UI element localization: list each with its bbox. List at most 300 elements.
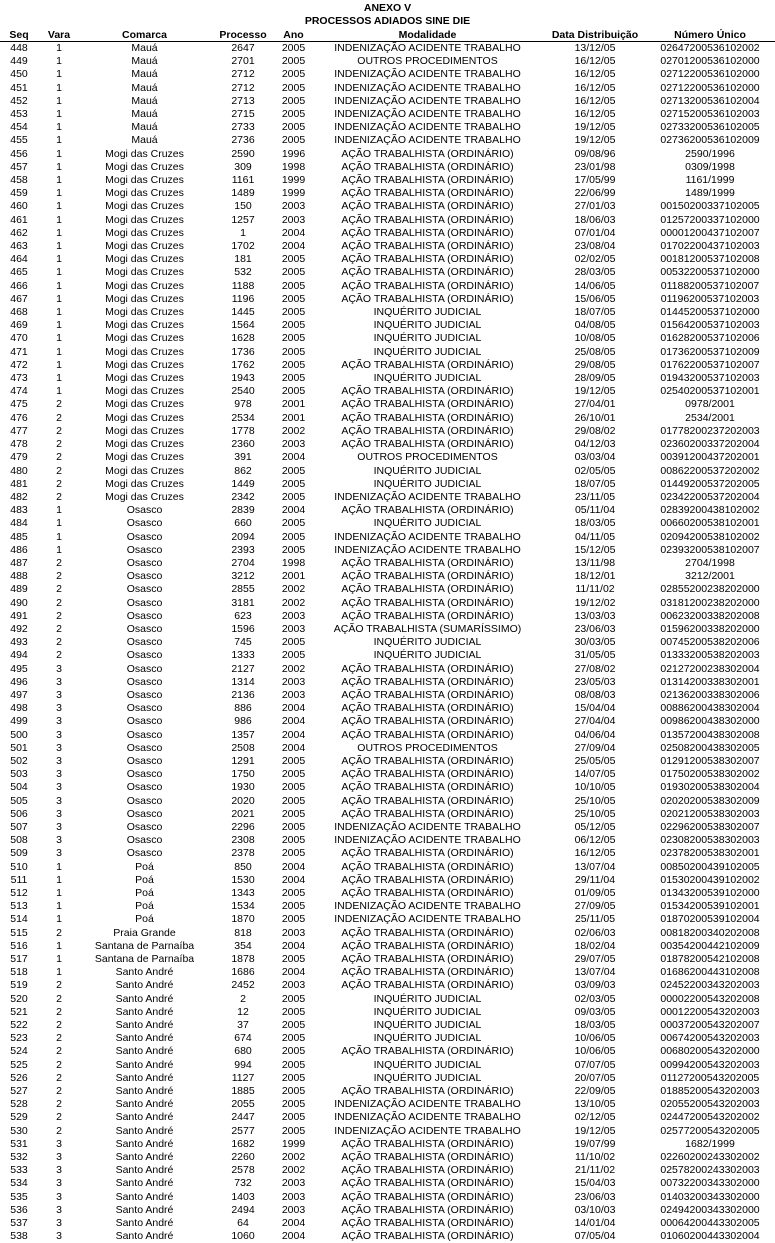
cell-modalidade: AÇÃO TRABALHISTA (ORDINÁRIO)	[341, 556, 514, 569]
cell-ano: 2005	[281, 636, 306, 649]
cell-modalidade: AÇÃO TRABALHISTA (ORDINÁRIO)	[341, 1230, 514, 1243]
cell-data-distribuicao: 25/08/05	[574, 345, 616, 358]
cell-seq: 500	[10, 728, 28, 741]
cell-data-distribuicao: 16/12/05	[574, 55, 616, 68]
cell-data-distribuicao: 27/01/03	[574, 200, 616, 213]
cell-comarca: Santo André	[115, 1124, 174, 1137]
cell-ano: 2005	[281, 68, 306, 81]
cell-seq: 454	[10, 121, 28, 134]
cell-processo: 2393	[231, 543, 255, 556]
table-row	[0, 451, 775, 464]
cell-modalidade: AÇÃO TRABALHISTA (ORDINÁRIO)	[341, 174, 514, 187]
cell-ano: 2005	[281, 1032, 306, 1045]
cell-vara: 3	[56, 781, 62, 794]
cell-ano: 2003	[281, 675, 306, 688]
table-row	[0, 689, 775, 702]
cell-processo: 1161	[231, 174, 255, 187]
cell-vara: 1	[56, 939, 62, 952]
cell-numero-unico: 01628200537102006	[660, 332, 760, 345]
cell-ano: 2005	[281, 490, 306, 503]
cell-comarca: Osasco	[126, 741, 163, 754]
cell-ano: 2005	[281, 279, 306, 292]
table-header-row	[0, 29, 775, 42]
table-row	[0, 755, 775, 768]
cell-numero-unico: 0309/1998	[685, 160, 735, 173]
cell-seq: 501	[10, 741, 28, 754]
cell-vara: 1	[56, 358, 62, 371]
cell-numero-unico: 01314200338302001	[660, 675, 760, 688]
cell-vara: 2	[56, 398, 62, 411]
cell-processo: 2712	[231, 68, 255, 81]
cell-modalidade: AÇÃO TRABALHISTA (ORDINÁRIO)	[341, 1045, 514, 1058]
cell-comarca: Mauá	[131, 42, 158, 54]
cell-numero-unico: 01750200538302002	[660, 768, 760, 781]
cell-seq: 524	[10, 1045, 28, 1058]
cell-data-distribuicao: 19/12/05	[574, 134, 616, 147]
cell-seq: 471	[10, 345, 28, 358]
cell-numero-unico: 01357200438302008	[660, 728, 760, 741]
cell-ano: 2005	[281, 794, 306, 807]
table-row	[0, 385, 775, 398]
cell-ano: 2003	[281, 688, 306, 701]
cell-comarca: Mogi das Cruzes	[105, 253, 184, 266]
table-row	[0, 161, 775, 174]
cell-data-distribuicao: 23/01/98	[574, 160, 616, 173]
cell-data-distribuicao: 23/06/03	[574, 622, 616, 635]
cell-data-distribuicao: 29/08/02	[574, 424, 616, 437]
cell-numero-unico: 02540200537102001	[660, 385, 760, 398]
table-row	[0, 42, 775, 56]
cell-data-distribuicao: 31/05/05	[574, 649, 616, 662]
cell-comarca: Santo André	[115, 966, 174, 979]
cell-modalidade: INDENIZAÇÃO ACIDENTE TRABALHO	[334, 81, 521, 94]
cell-data-distribuicao: 11/10/02	[574, 1151, 616, 1164]
cell-vara: 1	[56, 226, 62, 239]
cell-numero-unico: 02055200543202003	[660, 1098, 760, 1111]
cell-comarca: Osasco	[126, 504, 163, 517]
cell-numero-unico: 02715200536102003	[660, 108, 760, 121]
cell-data-distribuicao: 18/06/03	[574, 213, 616, 226]
cell-comarca: Osasco	[126, 794, 163, 807]
cell-comarca: Mogi das Cruzes	[105, 345, 184, 358]
cell-numero-unico: 0978/2001	[685, 398, 735, 411]
cell-numero-unico: 00354200442102009	[660, 939, 760, 952]
cell-seq: 534	[10, 1177, 28, 1190]
cell-comarca: Mogi das Cruzes	[105, 279, 184, 292]
table-row	[0, 491, 775, 504]
cell-seq: 470	[10, 332, 28, 345]
table-row	[0, 95, 775, 108]
cell-numero-unico: 02713200536102004	[660, 94, 760, 107]
cell-comarca: Osasco	[126, 609, 163, 622]
cell-seq: 519	[10, 979, 28, 992]
cell-modalidade: INDENIZAÇÃO ACIDENTE TRABALHO	[334, 134, 521, 147]
cell-modalidade: AÇÃO TRABALHISTA (ORDINÁRIO)	[341, 860, 514, 873]
cell-seq: 523	[10, 1032, 28, 1045]
cell-data-distribuicao: 09/03/05	[574, 1005, 616, 1018]
cell-processo: 2452	[231, 979, 255, 992]
cell-ano: 2005	[281, 1085, 306, 1098]
cell-vara: 3	[56, 1137, 62, 1150]
table-row	[0, 240, 775, 253]
cell-ano: 2005	[281, 1019, 306, 1032]
cell-comarca: Osasco	[126, 688, 163, 701]
cell-vara: 1	[56, 504, 62, 517]
table-row	[0, 742, 775, 755]
cell-numero-unico: 00674200543202003	[660, 1032, 760, 1045]
cell-modalidade: INQUÉRITO JUDICIAL	[373, 992, 482, 1005]
cell-comarca: Mogi das Cruzes	[105, 174, 184, 187]
table-row	[0, 1230, 775, 1243]
cell-comarca: Osasco	[126, 768, 163, 781]
cell-modalidade: INQUÉRITO JUDICIAL	[373, 649, 482, 662]
cell-modalidade: AÇÃO TRABALHISTA (ORDINÁRIO)	[341, 596, 514, 609]
cell-processo: 2578	[231, 1164, 255, 1177]
cell-comarca: Praia Grande	[113, 926, 176, 939]
cell-modalidade: INQUÉRITO JUDICIAL	[373, 1071, 482, 1084]
cell-vara: 3	[56, 675, 62, 688]
cell-data-distribuicao: 14/06/05	[574, 279, 616, 292]
cell-comarca: Osasco	[126, 754, 163, 767]
cell-ano: 2003	[281, 1177, 306, 1190]
cell-data-distribuicao: 23/06/03	[574, 1190, 616, 1203]
cell-ano: 2004	[281, 860, 306, 873]
cell-seq: 483	[10, 504, 28, 517]
cell-numero-unico: 00732200343302000	[660, 1177, 760, 1190]
cell-data-distribuicao: 22/09/05	[574, 1085, 616, 1098]
cell-seq: 469	[10, 319, 28, 332]
cell-modalidade: AÇÃO TRABALHISTA (ORDINÁRIO)	[341, 504, 514, 517]
cell-comarca: Santo André	[115, 1203, 174, 1216]
cell-vara: 1	[56, 147, 62, 160]
table-row	[0, 913, 775, 926]
cell-ano: 2005	[281, 781, 306, 794]
cell-seq: 452	[10, 94, 28, 107]
cell-numero-unico: 01596200338202000	[660, 622, 760, 635]
cell-vara: 2	[56, 556, 62, 569]
cell-seq: 528	[10, 1098, 28, 1111]
cell-vara: 3	[56, 1151, 62, 1164]
cell-vara: 1	[56, 108, 62, 121]
cell-data-distribuicao: 03/03/04	[574, 451, 616, 464]
cell-numero-unico: 02452200343202003	[660, 979, 760, 992]
cell-seq: 514	[10, 913, 28, 926]
cell-vara: 2	[56, 1098, 62, 1111]
cell-seq: 464	[10, 253, 28, 266]
cell-vara: 1	[56, 306, 62, 319]
table-row	[0, 887, 775, 900]
cell-vara: 3	[56, 1164, 62, 1177]
cell-ano: 2001	[281, 398, 306, 411]
cell-processo: 1357	[231, 728, 255, 741]
cell-vara: 2	[56, 424, 62, 437]
cell-modalidade: AÇÃO TRABALHISTA (ORDINÁRIO)	[341, 1217, 514, 1230]
cell-processo: 2540	[231, 385, 255, 398]
cell-ano: 1999	[281, 187, 306, 200]
cell-data-distribuicao: 23/08/04	[574, 240, 616, 253]
cell-processo: 1878	[231, 953, 255, 966]
cell-comarca: Mogi das Cruzes	[105, 187, 184, 200]
cell-modalidade: AÇÃO TRABALHISTA (ORDINÁRIO)	[341, 358, 514, 371]
cell-numero-unico: 01686200443102008	[660, 966, 760, 979]
cell-processo: 1943	[231, 372, 255, 385]
cell-vara: 3	[56, 807, 62, 820]
cell-comarca: Osasco	[126, 649, 163, 662]
cell-processo: 1534	[231, 900, 255, 913]
cell-processo: 660	[234, 517, 252, 530]
cell-comarca: Mogi das Cruzes	[105, 200, 184, 213]
cell-numero-unico: 01943200537102003	[660, 372, 760, 385]
cell-seq: 449	[10, 55, 28, 68]
cell-modalidade: INQUÉRITO JUDICIAL	[373, 1058, 482, 1071]
cell-modalidade: INDENIZAÇÃO ACIDENTE TRABALHO	[334, 900, 521, 913]
cell-vara: 1	[56, 253, 62, 266]
cell-vara: 1	[56, 81, 62, 94]
cell-processo: 1702	[231, 240, 255, 253]
cell-data-distribuicao: 28/09/05	[574, 372, 616, 385]
table-row	[0, 597, 775, 610]
cell-ano: 2002	[281, 583, 306, 596]
header-comarca: Comarca	[80, 29, 209, 42]
table-row	[0, 1072, 775, 1085]
cell-comarca: Osasco	[126, 583, 163, 596]
cell-processo: 2308	[231, 834, 255, 847]
cell-data-distribuicao: 05/11/04	[574, 504, 616, 517]
cell-processo: 1196	[231, 292, 255, 305]
cell-data-distribuicao: 11/11/02	[575, 583, 615, 596]
cell-modalidade: AÇÃO TRABALHISTA (ORDINÁRIO)	[341, 847, 514, 860]
cell-data-distribuicao: 27/08/02	[574, 662, 616, 675]
cell-data-distribuicao: 03/10/03	[574, 1203, 616, 1216]
cell-seq: 507	[10, 820, 28, 833]
cell-comarca: Santo André	[115, 1085, 174, 1098]
cell-vara: 2	[56, 477, 62, 490]
cell-vara: 1	[56, 517, 62, 530]
cell-modalidade: AÇÃO TRABALHISTA (ORDINÁRIO)	[341, 702, 514, 715]
cell-numero-unico: 02494200343302000	[660, 1203, 760, 1216]
cell-numero-unico: 01445200537102000	[660, 306, 760, 319]
table-row	[0, 1045, 775, 1058]
cell-numero-unico: 2704/1998	[685, 556, 735, 569]
cell-ano: 2005	[281, 1005, 306, 1018]
cell-modalidade: AÇÃO TRABALHISTA (ORDINÁRIO)	[341, 398, 514, 411]
cell-data-distribuicao: 29/08/05	[574, 358, 616, 371]
table-row	[0, 134, 775, 147]
cell-vara: 1	[56, 240, 62, 253]
cell-modalidade: AÇÃO TRABALHISTA (ORDINÁRIO)	[341, 807, 514, 820]
cell-vara: 3	[56, 794, 62, 807]
cell-modalidade: AÇÃO TRABALHISTA (ORDINÁRIO)	[341, 1203, 514, 1216]
table-row	[0, 68, 775, 81]
cell-comarca: Santo André	[115, 1071, 174, 1084]
cell-vara: 3	[56, 820, 62, 833]
cell-ano: 2005	[281, 754, 306, 767]
table-row	[0, 861, 775, 874]
cell-comarca: Mogi das Cruzes	[105, 147, 184, 160]
cell-vara: 2	[56, 1019, 62, 1032]
cell-processo: 2127	[231, 662, 255, 675]
cell-ano: 2005	[281, 1045, 306, 1058]
cell-numero-unico: 01564200537102003	[660, 319, 760, 332]
cell-comarca: Mogi das Cruzes	[105, 411, 184, 424]
cell-numero-unico: 02578200243302003	[660, 1164, 760, 1177]
cell-seq: 458	[10, 174, 28, 187]
cell-comarca: Poá	[135, 860, 154, 873]
cell-comarca: Mogi das Cruzes	[105, 213, 184, 226]
cell-numero-unico: 00002200543202008	[660, 992, 760, 1005]
cell-vara: 1	[56, 966, 62, 979]
table-row	[0, 953, 775, 966]
cell-modalidade: AÇÃO TRABALHISTA (ORDINÁRIO)	[341, 675, 514, 688]
cell-modalidade: INQUÉRITO JUDICIAL	[373, 477, 482, 490]
cell-modalidade: AÇÃO TRABALHISTA (ORDINÁRIO)	[341, 187, 514, 200]
cell-data-distribuicao: 02/12/05	[574, 1111, 616, 1124]
table-row	[0, 293, 775, 306]
cell-modalidade: INDENIZAÇÃO ACIDENTE TRABALHO	[334, 530, 521, 543]
cell-ano: 2001	[281, 570, 306, 583]
cell-data-distribuicao: 21/11/02	[574, 1164, 616, 1177]
cell-comarca: Santo André	[115, 1032, 174, 1045]
cell-processo: 2855	[231, 583, 255, 596]
cell-seq: 461	[10, 213, 28, 226]
cell-vara: 2	[56, 649, 62, 662]
cell-seq: 479	[10, 451, 28, 464]
header-ano: Ano	[277, 29, 310, 42]
cell-data-distribuicao: 18/03/05	[574, 1019, 616, 1032]
cell-numero-unico: 00001200437102007	[660, 226, 760, 239]
cell-numero-unico: 00150200337102005	[660, 200, 760, 213]
cell-data-distribuicao: 10/06/05	[574, 1032, 616, 1045]
cell-comarca: Mauá	[131, 121, 158, 134]
cell-comarca: Santo André	[115, 992, 174, 1005]
cell-data-distribuicao: 04/12/03	[574, 438, 616, 451]
table-row	[0, 1125, 775, 1138]
table-row	[0, 966, 775, 979]
cell-data-distribuicao: 22/06/99	[574, 187, 616, 200]
cell-seq: 497	[10, 688, 28, 701]
cell-ano: 2005	[281, 306, 306, 319]
table-row	[0, 200, 775, 213]
cell-ano: 2005	[281, 543, 306, 556]
cell-modalidade: INQUÉRITO JUDICIAL	[373, 1032, 482, 1045]
cell-vara: 2	[56, 438, 62, 451]
cell-comarca: Mogi das Cruzes	[105, 398, 184, 411]
cell-comarca: Osasco	[126, 807, 163, 820]
cell-ano: 2005	[281, 992, 306, 1005]
cell-data-distribuicao: 04/11/05	[574, 530, 616, 543]
cell-data-distribuicao: 18/03/05	[574, 517, 616, 530]
cell-processo: 2296	[231, 820, 255, 833]
cell-numero-unico: 02020200538302009	[660, 794, 760, 807]
cell-numero-unico: 02021200538302003	[660, 807, 760, 820]
cell-data-distribuicao: 08/08/03	[574, 688, 616, 701]
cell-vara: 1	[56, 266, 62, 279]
cell-seq: 529	[10, 1111, 28, 1124]
cell-numero-unico: 2590/1996	[685, 147, 735, 160]
cell-ano: 2004	[281, 715, 306, 728]
cell-vara: 2	[56, 1071, 62, 1084]
table-row	[0, 1059, 775, 1072]
cell-ano: 1998	[281, 160, 306, 173]
cell-ano: 2005	[281, 847, 306, 860]
cell-seq: 505	[10, 794, 28, 807]
cell-modalidade: INQUÉRITO JUDICIAL	[373, 517, 482, 530]
cell-processo: 1291	[231, 754, 255, 767]
cell-processo: 1127	[231, 1071, 255, 1084]
cell-numero-unico: 01196200537102003	[660, 292, 760, 305]
cell-ano: 2005	[281, 900, 306, 913]
cell-processo: 2713	[231, 94, 255, 107]
cell-vara: 2	[56, 1005, 62, 1018]
cell-comarca: Osasco	[126, 820, 163, 833]
cell-processo: 745	[234, 636, 252, 649]
cell-ano: 1999	[281, 174, 306, 187]
cell-ano: 2003	[281, 213, 306, 226]
cell-seq: 482	[10, 490, 28, 503]
cell-modalidade: OUTROS PROCEDIMENTOS	[357, 451, 498, 464]
cell-processo: 862	[234, 464, 252, 477]
cell-ano: 2005	[281, 253, 306, 266]
cell-ano: 2004	[281, 939, 306, 952]
cell-seq: 508	[10, 834, 28, 847]
cell-comarca: Osasco	[126, 517, 163, 530]
cell-seq: 525	[10, 1058, 28, 1071]
table-row	[0, 148, 775, 161]
cell-modalidade: AÇÃO TRABALHISTA (ORDINÁRIO)	[341, 279, 514, 292]
cell-ano: 2004	[281, 1217, 306, 1230]
cell-processo: 1596	[231, 622, 255, 635]
table-row	[0, 1019, 775, 1032]
cell-ano: 2003	[281, 200, 306, 213]
cell-numero-unico: 02378200538302001	[660, 847, 760, 860]
cell-data-distribuicao: 29/07/05	[574, 953, 616, 966]
cell-data-distribuicao: 19/07/99	[574, 1137, 616, 1150]
cell-seq: 498	[10, 702, 28, 715]
table-row	[0, 927, 775, 940]
cell-comarca: Mogi das Cruzes	[105, 160, 184, 173]
cell-vara: 3	[56, 728, 62, 741]
cell-ano: 2005	[281, 134, 306, 147]
cell-modalidade: INDENIZAÇÃO ACIDENTE TRABALHO	[334, 913, 521, 926]
cell-modalidade: AÇÃO TRABALHISTA (ORDINÁRIO)	[341, 781, 514, 794]
cell-data-distribuicao: 27/09/04	[574, 741, 616, 754]
cell-data-distribuicao: 18/07/05	[574, 306, 616, 319]
cell-data-distribuicao: 13/11/98	[574, 556, 616, 569]
cell-vara: 1	[56, 174, 62, 187]
header-modalidade: Modalidade	[310, 29, 545, 42]
table-row	[0, 781, 775, 794]
cell-processo: 2736	[231, 134, 255, 147]
cell-data-distribuicao: 19/12/05	[574, 385, 616, 398]
cell-seq: 531	[10, 1137, 28, 1150]
cell-modalidade: AÇÃO TRABALHISTA (ORDINÁRIO)	[341, 609, 514, 622]
table-row	[0, 676, 775, 689]
cell-seq: 487	[10, 556, 28, 569]
cell-processo: 1445	[231, 306, 255, 319]
cell-comarca: Santo André	[115, 1190, 174, 1203]
cell-numero-unico: 2534/2001	[685, 411, 735, 424]
cell-modalidade: AÇÃO TRABALHISTA (ORDINÁRIO)	[341, 873, 514, 886]
cell-ano: 2005	[281, 820, 306, 833]
cell-vara: 3	[56, 1230, 62, 1243]
cell-numero-unico: 00818200340202008	[660, 926, 760, 939]
cell-processo: 2494	[231, 1203, 255, 1216]
cell-comarca: Santo André	[115, 1137, 174, 1150]
header-seq: Seq	[0, 29, 38, 42]
cell-modalidade: AÇÃO TRABALHISTA (ORDINÁRIO)	[341, 1190, 514, 1203]
cell-numero-unico: 01870200539102004	[660, 913, 760, 926]
cell-data-distribuicao: 25/11/05	[574, 913, 616, 926]
